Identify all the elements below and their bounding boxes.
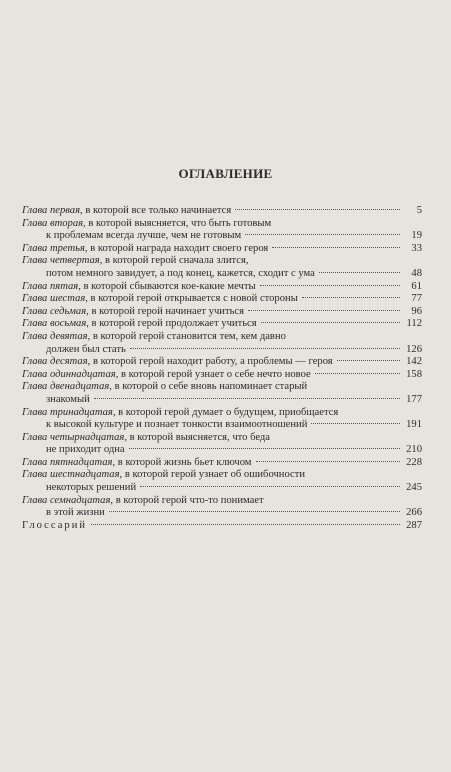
chapter-name: Глава шестая bbox=[22, 293, 86, 305]
chapter-name: Глава шестнадцатая bbox=[22, 469, 120, 481]
chapter-description: , в которой выясняется, что беда bbox=[124, 431, 271, 443]
chapter-description: , в которой герой начинает учиться bbox=[86, 305, 245, 317]
toc-entry-line bbox=[22, 230, 422, 243]
chapter-name: Глава тринадцатая bbox=[22, 406, 113, 418]
toc-entry bbox=[22, 293, 422, 306]
toc-entry-line bbox=[22, 318, 422, 331]
chapter-description: , в которой сбываются кое-какие мечты bbox=[78, 280, 256, 292]
chapter-name: Глава четвертая bbox=[22, 255, 100, 267]
page-number: 228 bbox=[406, 456, 422, 468]
toc-entry bbox=[22, 255, 422, 280]
chapter-name: Глава третья bbox=[22, 242, 85, 254]
toc-entry-line bbox=[22, 306, 422, 319]
toc-entry bbox=[22, 205, 422, 218]
toc-entry bbox=[22, 331, 422, 356]
page-number: 5 bbox=[416, 205, 422, 216]
page-number: 33 bbox=[411, 242, 422, 254]
toc-entry-line bbox=[22, 394, 422, 407]
toc-entry-line bbox=[22, 255, 422, 268]
dot-leader bbox=[109, 511, 400, 512]
chapter-name: Глава пятнадцатая bbox=[22, 456, 113, 468]
toc-entry bbox=[22, 356, 422, 369]
toc-entry-line bbox=[22, 243, 422, 256]
toc-entry bbox=[22, 218, 422, 243]
dot-leader bbox=[302, 297, 400, 298]
chapter-name: Глава седьмая bbox=[22, 305, 87, 317]
dot-leader bbox=[129, 448, 400, 449]
chapter-description: , в которой герой думает о будущем, приобщается bbox=[112, 406, 339, 418]
chapter-description: , в которой все только начинается bbox=[80, 205, 232, 216]
dot-leader bbox=[235, 209, 400, 210]
toc-entry-line bbox=[22, 205, 422, 218]
chapter-description: , в которой герой узнает об ошибочности bbox=[119, 469, 306, 481]
toc-entry bbox=[22, 281, 422, 294]
chapter-description: , в которой герой что-то понимает bbox=[110, 494, 264, 506]
chapter-description: в этой жизни bbox=[46, 507, 105, 519]
toc-entry bbox=[22, 457, 422, 470]
toc-entry-line bbox=[22, 507, 422, 520]
chapter-description: , в которой награда находит своего героя bbox=[84, 242, 269, 254]
chapter-description: Глоссарий bbox=[22, 519, 88, 531]
page-number: 177 bbox=[406, 393, 422, 405]
page-number: 112 bbox=[406, 318, 422, 330]
toc-entry bbox=[22, 369, 422, 382]
chapter-name: Глава первая bbox=[22, 205, 81, 216]
toc-entry bbox=[22, 407, 422, 432]
page-number: 287 bbox=[406, 519, 422, 531]
chapter-name: Глава девятая bbox=[22, 330, 88, 342]
toc-entry-line bbox=[22, 482, 422, 495]
chapter-name: Глава восьмая bbox=[22, 318, 87, 330]
toc-entry-line bbox=[22, 495, 422, 508]
toc-entry-line bbox=[22, 218, 422, 231]
toc-entry-line bbox=[22, 344, 422, 357]
chapter-description: , в которой герой продолжает учиться bbox=[86, 318, 257, 330]
toc-entry bbox=[22, 243, 422, 256]
dot-leader bbox=[91, 524, 400, 525]
toc-entry-line bbox=[22, 419, 422, 432]
chapter-name: Глава вторая bbox=[22, 217, 84, 229]
chapter-name: Глава семнадцатая bbox=[22, 494, 111, 506]
toc-entry bbox=[22, 306, 422, 319]
page-number: 19 bbox=[411, 230, 422, 242]
page-number: 77 bbox=[411, 293, 422, 305]
toc-entry-line bbox=[22, 281, 422, 294]
toc-entry bbox=[22, 432, 422, 457]
dot-leader bbox=[311, 423, 400, 424]
toc-entry-line bbox=[22, 369, 422, 382]
chapter-description: некоторых решений bbox=[46, 482, 137, 494]
toc-entry-line bbox=[22, 331, 422, 344]
page-number: 158 bbox=[406, 368, 422, 380]
chapter-name: Глава пятая bbox=[22, 280, 79, 292]
chapter-description: не приходит одна bbox=[46, 444, 125, 456]
toc-entry-line bbox=[22, 432, 422, 445]
chapter-description: , в которой выясняется, что быть готовым bbox=[83, 217, 272, 229]
dot-leader bbox=[140, 486, 400, 487]
toc-entry-line bbox=[22, 457, 422, 470]
dot-leader bbox=[260, 285, 400, 286]
page-number: 48 bbox=[411, 267, 422, 279]
toc-entry-line bbox=[22, 520, 422, 533]
dot-leader bbox=[256, 461, 400, 462]
toc-entry-line bbox=[22, 469, 422, 482]
toc-entry-line bbox=[22, 356, 422, 369]
page-number: 61 bbox=[411, 280, 422, 292]
page-number: 266 bbox=[406, 507, 422, 519]
chapter-description: , в которой герой узнает о себе нечто новое bbox=[115, 368, 311, 380]
dot-leader bbox=[272, 247, 400, 248]
chapter-description: знакомый bbox=[46, 393, 90, 405]
dot-leader bbox=[245, 234, 400, 235]
dot-leader bbox=[94, 398, 400, 399]
toc-entry bbox=[22, 520, 422, 533]
toc-entry-line bbox=[22, 407, 422, 420]
toc-title: ОГЛАВЛЕНИЕ bbox=[178, 166, 273, 181]
dot-leader bbox=[130, 348, 400, 349]
chapter-description: к проблемам всегда лучше, чем не готовым bbox=[46, 230, 242, 242]
chapter-name: Глава четырнадцатая bbox=[22, 431, 125, 443]
toc-entry-line bbox=[22, 444, 422, 457]
dot-leader bbox=[248, 310, 400, 311]
dot-leader bbox=[261, 322, 400, 323]
page-number: 96 bbox=[411, 305, 422, 317]
chapter-name: Глава десятая bbox=[22, 356, 88, 368]
toc-entry bbox=[22, 495, 422, 520]
page-number: 126 bbox=[406, 343, 422, 355]
chapter-name: Глава двенадцатая bbox=[22, 381, 110, 393]
toc-entry-line bbox=[22, 381, 422, 394]
chapter-description: , в которой герой находит работу, а проблемы — героя bbox=[87, 356, 333, 368]
chapter-description: потом немного завидует, а под конец, кажется, сходит с ума bbox=[46, 267, 315, 279]
dot-leader bbox=[337, 360, 400, 361]
page-number: 210 bbox=[406, 444, 422, 456]
page-number: 142 bbox=[406, 356, 422, 368]
toc-entry bbox=[22, 318, 422, 331]
page-number: 245 bbox=[406, 482, 422, 494]
chapter-description: , в которой герой становится тем, кем давно bbox=[87, 330, 286, 342]
toc-entry-line bbox=[22, 268, 422, 281]
chapter-description: , в которой герой открывается с новой стороны bbox=[85, 293, 298, 305]
chapter-description: , в которой жизнь бьет ключом bbox=[112, 456, 252, 468]
toc-entry-line bbox=[22, 293, 422, 306]
chapter-description: , в которой о себе вновь напоминает старый bbox=[109, 381, 308, 393]
chapter-description: к высокой культуре и познает тонкости взаимоотношений bbox=[46, 419, 308, 431]
chapter-description: , в которой герой сначала злится, bbox=[99, 255, 249, 267]
chapter-name: Глава одиннадцатая bbox=[22, 368, 116, 380]
dot-leader bbox=[315, 373, 400, 374]
chapter-description: должен был стать bbox=[46, 343, 126, 355]
page-number: 191 bbox=[406, 419, 422, 431]
table-of-contents bbox=[22, 205, 422, 532]
dot-leader bbox=[319, 272, 400, 273]
toc-entry bbox=[22, 469, 422, 494]
toc-entry bbox=[22, 381, 422, 406]
